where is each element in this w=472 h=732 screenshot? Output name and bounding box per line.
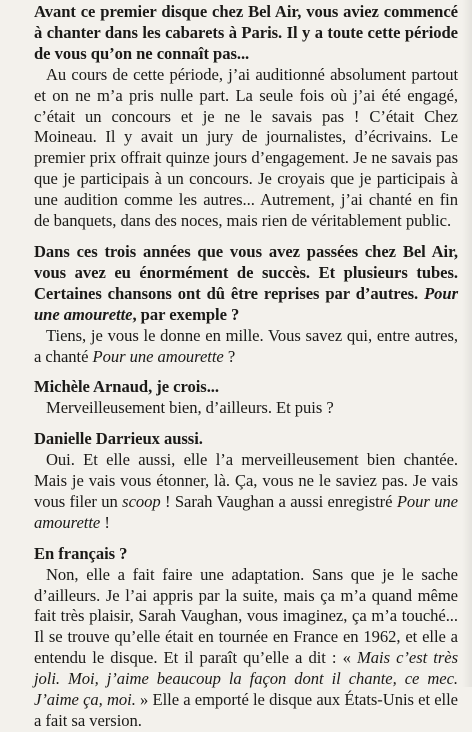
interview-answer (34, 326, 458, 368)
question-text: Danielle Darrieux aussi. (34, 429, 203, 449)
answer-text: Oui. Et elle aussi, elle l’a merveilleusement bien chantée. Mais je vais vous étonner, là. Ça, vous ne le saviez pas. Je vais vous filer un (34, 450, 458, 511)
question-text: En français ? (34, 543, 128, 563)
scoop-word: scoop (122, 491, 161, 511)
answer-text: ! Sarah Vaughan a aussi enregistré (160, 491, 397, 511)
interview-answer (34, 398, 458, 419)
answer-text: Au cours de cette période, j’ai auditionné absolument partout et on ne m’a pris nulle part. La seule fois où j’ai été engagé, c’était un concours et je ne le savais pas ! C’était Chez Moineau. Il y avait un jury de journalistes, d’écrivains. Le premier prix offrait quinze jours d’engagement. Je ne savais pas que je participais à un concours. Je croyais que je participais à une audition comme les autres... Autrement, j’ai chanté en fin de banquets, dans des noces, mais rien de véritablement public. (34, 64, 458, 231)
interview-answer (34, 565, 458, 732)
interview-answer (34, 450, 458, 534)
question-text: Michèle Arnaud, je crois... (34, 377, 219, 397)
interview-question (34, 2, 458, 65)
question-text: Dans ces trois années que vous avez passées chez Bel Air, vous avez eu énormément de succès. Et plusieurs tubes. Certaines chansons ont dû être reprises par d’autres. (34, 241, 458, 303)
song-title: Pour une amourette (92, 346, 224, 366)
question-text: , par exemple ? (132, 304, 240, 324)
interview-question (34, 429, 458, 450)
answer-text: Tiens, je vous le donne en mille. Vous savez qui, entre autres, a chanté (34, 325, 458, 366)
interview-answer (34, 65, 458, 232)
answer-text: ! (100, 512, 110, 532)
quote-text: Mais c’est très joli. Moi, j’aime beaucoup la façon dont il chante, ce mec. J’aime ça, moi. (34, 648, 458, 710)
song-title: Pour une amourette (34, 491, 458, 532)
answer-text: Non, elle a fait faire une adaptation. Sans que je le sache d’ailleurs. Je l’ai appris par la suite, mais ça m’a quand même fait très plaisir, Sarah Vaughan, vous imaginez, ça m’a touché... Il se trouve qu’elle était en tournée en France en 1962, et elle a entendu le disque. Et il paraît qu’elle a dit : « (34, 564, 458, 668)
answer-text: Merveilleusement bien, d’ailleurs. Et puis ? (46, 398, 334, 418)
question-text: Avant ce premier disque chez Bel Air, vous aviez commencé à chanter dans les cabarets à Paris. Il y a toute cette période de vous qu’on ne connaît pas... (34, 2, 458, 63)
song-title: Pour une amourette (34, 283, 458, 324)
interview-question (34, 544, 458, 565)
interview-question (34, 242, 458, 326)
interview-question (34, 377, 458, 398)
answer-text: » Elle a emporté le disque aux États-Unis et elle a fait sa version. (34, 690, 458, 730)
answer-text: ? (223, 346, 236, 366)
